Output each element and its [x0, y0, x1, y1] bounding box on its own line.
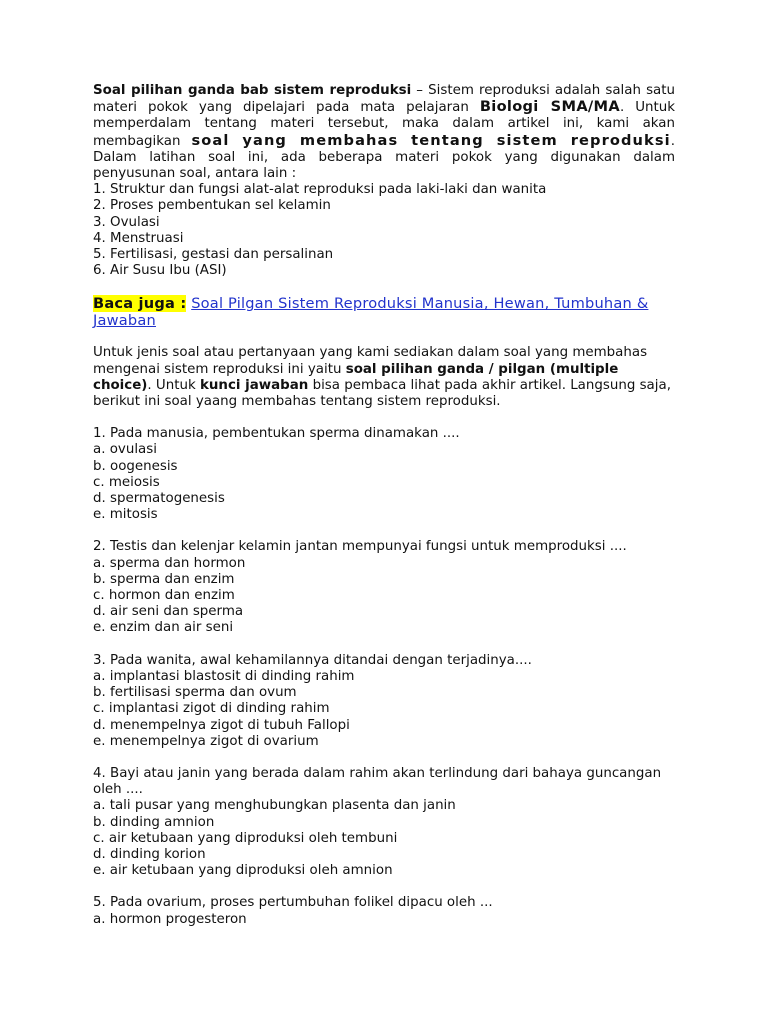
question-4 [93, 766, 675, 879]
topic-item: 5. Fertilisasi, gestasi dan persalinan [93, 247, 334, 263]
option-item: e. air ketubaan yang diproduksi oleh amnion [93, 863, 393, 879]
option-item: a. hormon progesteron [93, 911, 247, 927]
option-item: b. fertilisasi sperma dan ovum [93, 685, 297, 701]
question-5 [93, 895, 675, 927]
question-text: 4. Bayi atau janin yang berada dalam rahim akan terlindung dari bahaya guncangan oleh .... [93, 765, 662, 798]
option-item: c. meiosis [93, 474, 160, 490]
document-page [93, 83, 675, 928]
option-item: e. mitosis [93, 507, 158, 523]
para-text-2: . Untuk [147, 377, 200, 393]
option-item: d. spermatogenesis [93, 491, 225, 507]
spacer [93, 523, 675, 539]
baca-juga-link[interactable]: Soal Pilgan Sistem Reproduksi Manusia, Hewan, Tumbuhan & Jawaban [93, 295, 649, 330]
topic-item: 2. Proses pembentukan sel kelamin [93, 198, 331, 214]
spacer [93, 329, 675, 345]
para-bold-1: soal pilihan ganda / pilgan (multiple choice) [93, 361, 619, 393]
option-item: e. enzim dan air seni [93, 620, 234, 636]
spacer [93, 750, 675, 766]
baca-juga-label: Baca juga : [93, 295, 187, 313]
option-item: c. implantasi zigot di dinding rahim [93, 701, 330, 717]
spacer [93, 637, 675, 653]
option-item: c. hormon dan enzim [93, 588, 235, 604]
question-text: 3. Pada wanita, awal kehamilannya ditandai dengan terjadinya.... [93, 652, 532, 668]
question-1 [93, 426, 675, 523]
option-item: b. oogenesis [93, 458, 178, 474]
para-bold-2: kunci jawaban [199, 377, 309, 393]
question-3 [93, 653, 675, 750]
option-item: d. dinding korion [93, 846, 206, 862]
question-text: 2. Testis dan kelenjar kelamin jantan mempunyai fungsi untuk memproduksi .... [93, 539, 627, 555]
option-item: a. sperma dan hormon [93, 555, 246, 571]
intro-topic: soal yang membahas tentang sistem reproduksi [191, 131, 671, 149]
intro-text-1: Sistem reproduksi adalah salah satu materi pokok yang dipelajari pada mata pelajaran [93, 83, 675, 116]
intro-paragraph [93, 83, 675, 182]
question-text: 1. Pada manusia, pembentukan sperma dinamakan .... [93, 426, 460, 442]
option-item: a. implantasi blastosit di dinding rahim [93, 668, 355, 684]
topic-list [93, 182, 675, 279]
option-list [93, 912, 675, 928]
option-list [93, 669, 675, 750]
baca-juga [93, 295, 675, 329]
intro-text-3: . Dalam latihan soal ini, ada beberapa materi pokok yang digunakan dalam penyusunan soal, antara lain : [93, 133, 675, 182]
option-item: d. menempelnya zigot di tubuh Fallopi [93, 717, 350, 733]
para-text-1: Untuk jenis soal atau pertanyaan yang kami sediakan dalam soal yang membahas mengenai sistem reproduksi ini yaitu [93, 345, 648, 377]
option-list [93, 556, 675, 637]
spacer [93, 410, 675, 426]
topic-item: 1. Struktur dan fungsi alat-alat reproduksi pada laki-laki dan wanita [93, 182, 547, 198]
option-item: e. menempelnya zigot di ovarium [93, 733, 319, 749]
topic-item: 3. Ovulasi [93, 214, 160, 230]
intro-text-2: . Untuk memperdalam tentang materi tersebut, maka dalam artikel ini, kami akan membagikan [93, 100, 675, 149]
option-item: b. sperma dan enzim [93, 571, 235, 587]
para-text-3: bisa pembaca lihat pada akhir artikel. Langsung saja, berikut ini soal yaang membahas tentang sistem reproduksi. [93, 377, 671, 410]
intro-dash: – [411, 83, 429, 98]
option-item: a. tali pusar yang menghubungkan plasenta dan janin [93, 798, 456, 814]
spacer [93, 279, 675, 295]
option-item: d. air seni dan sperma [93, 604, 244, 620]
topic-item: 6. Air Susu Ibu (ASI) [93, 263, 227, 279]
question-2 [93, 539, 675, 636]
option-list [93, 442, 675, 523]
option-item: a. ovulasi [93, 442, 157, 458]
option-item: b. dinding amnion [93, 814, 215, 830]
description-paragraph [93, 345, 675, 410]
option-list [93, 798, 675, 879]
question-text: 5. Pada ovarium, proses pertumbuhan folikel dipacu oleh ... [93, 895, 493, 911]
intro-subject: Biologi SMA/MA [479, 98, 620, 116]
topic-item: 4. Menstruasi [93, 230, 184, 246]
option-item: c. air ketubaan yang diproduksi oleh tembuni [93, 830, 398, 846]
spacer [93, 879, 675, 895]
intro-lead: Soal pilihan ganda bab sistem reproduksi [93, 83, 412, 98]
